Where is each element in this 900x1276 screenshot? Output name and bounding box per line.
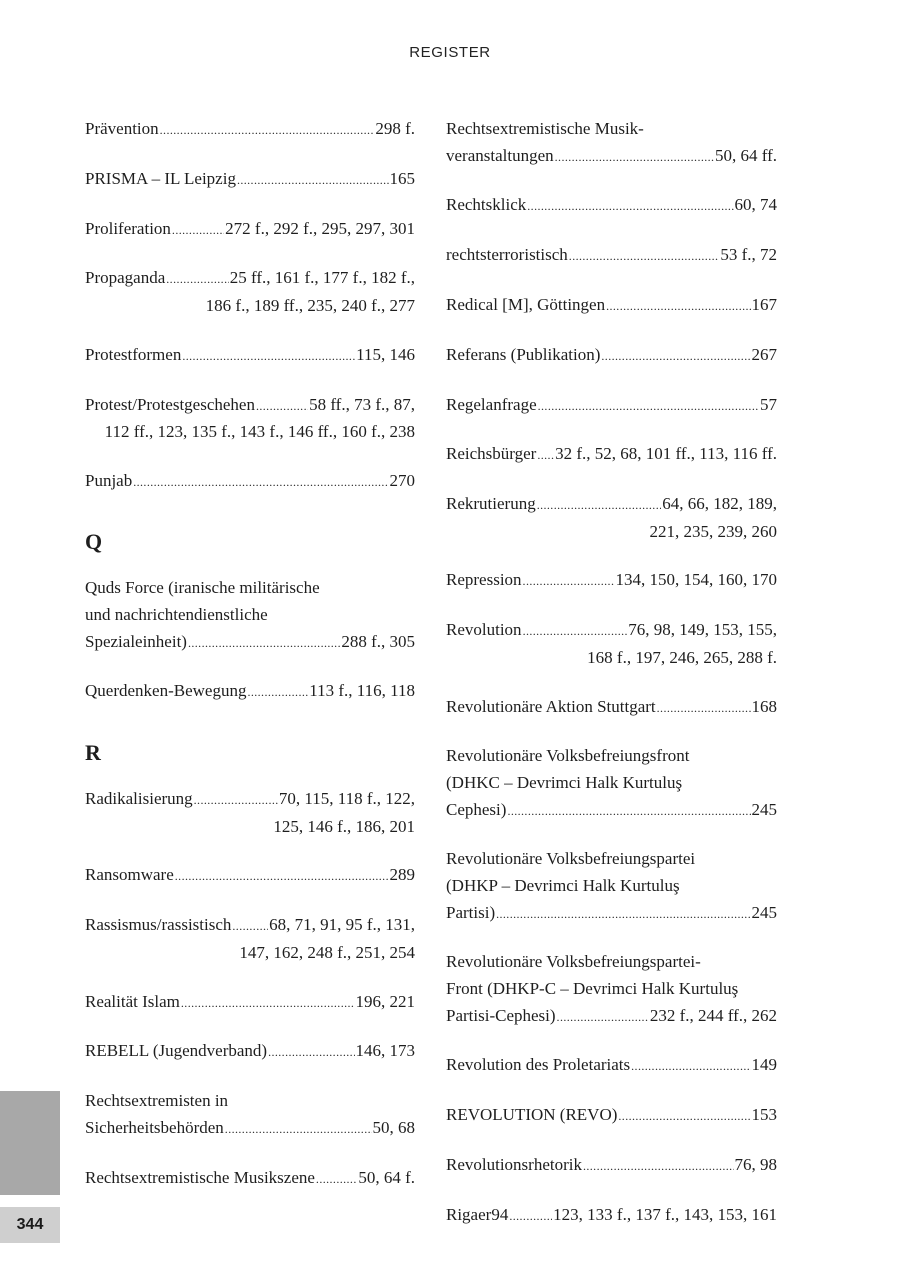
entry-pages: 76, 98, 149, 153, 155, xyxy=(628,620,777,640)
index-entry xyxy=(446,491,777,545)
dot-leader xyxy=(527,193,733,220)
index-entry xyxy=(446,846,777,927)
dot-leader xyxy=(182,343,355,370)
entry-term: PRISMA – IL Leipzig xyxy=(85,168,236,188)
entry-term: Sicherheitsbehörden xyxy=(85,1117,224,1137)
index-entry xyxy=(85,786,415,840)
dot-leader xyxy=(247,679,308,706)
entry-pages-continued: 168 f., 197, 246, 265, 288 f. xyxy=(587,647,777,667)
entry-term: Propaganda xyxy=(85,268,166,288)
dot-leader xyxy=(268,1039,354,1066)
entry-term-line: Quds Force (iranische militärische xyxy=(85,578,320,598)
index-entry xyxy=(446,342,777,370)
index-entry xyxy=(446,1152,777,1180)
entry-term: Realität Islam xyxy=(85,991,180,1011)
entry-term: Punjab xyxy=(85,470,133,490)
dot-leader xyxy=(557,1004,649,1031)
entry-term: Reichsbürger xyxy=(446,444,537,464)
dot-leader xyxy=(496,901,750,928)
dot-leader xyxy=(175,863,389,890)
dot-leader xyxy=(537,442,554,469)
index-entry xyxy=(446,743,777,824)
dot-leader xyxy=(583,1153,734,1180)
index-entry xyxy=(446,949,777,1030)
entry-term: Protest/Protestgeschehen xyxy=(85,394,255,414)
entry-pages: 113 f., 116, 118 xyxy=(309,681,415,701)
dot-leader xyxy=(509,1203,552,1230)
dot-leader xyxy=(316,1166,357,1193)
entry-term-line: Front (DHKP-C – Devrimci Halk Kurtuluş xyxy=(446,978,739,998)
index-entry xyxy=(85,342,415,370)
dot-leader xyxy=(538,393,759,420)
index-entry xyxy=(85,166,415,194)
dot-leader xyxy=(618,1103,750,1130)
entry-pages-continued: 112 ff., 123, 135 f., 143 f., 146 ff., 160 f., 238 xyxy=(104,422,415,442)
entry-term: Referans (Publikation) xyxy=(446,344,601,364)
entry-pages: 168 xyxy=(751,696,777,716)
entry-term-line: (DHKC – Devrimci Halk Kurtuluş xyxy=(446,772,683,792)
index-entry xyxy=(85,265,415,319)
entry-term: Rechtsklick xyxy=(446,195,527,215)
entry-pages: 50, 64 ff. xyxy=(714,145,777,165)
index-entry xyxy=(85,1088,415,1142)
index-entry xyxy=(446,441,777,469)
entry-pages: 289 xyxy=(389,865,415,885)
dot-leader xyxy=(657,695,751,722)
entry-term-line: und nachrichtendienstliche xyxy=(85,605,268,625)
entry-term-line: Revolutionäre Volksbefreiungspartei- xyxy=(446,952,701,972)
index-entry xyxy=(85,468,415,496)
entry-pages-continued: 147, 162, 248 f., 251, 254 xyxy=(239,942,415,962)
dot-leader xyxy=(188,630,340,657)
entry-pages: 57 xyxy=(760,394,777,414)
entry-term: Rigaer94 xyxy=(446,1204,509,1224)
entry-term: Querdenken-Bewegung xyxy=(85,681,247,701)
entry-pages: 68, 71, 91, 95 f., 131, xyxy=(269,915,415,935)
index-entry xyxy=(85,862,415,890)
dot-leader xyxy=(232,913,268,940)
entry-term: Partisi-Cephesi) xyxy=(446,1005,556,1025)
entry-pages: 58 ff., 73 f., 87, xyxy=(309,394,415,414)
entry-pages: 53 f., 72 xyxy=(720,245,777,265)
entry-pages: 115, 146 xyxy=(356,344,415,364)
entry-term: Repression xyxy=(446,570,522,590)
entry-pages: 196, 221 xyxy=(355,991,415,1011)
index-entry xyxy=(85,216,415,244)
index-entry xyxy=(446,242,777,270)
entry-pages: 149 xyxy=(751,1055,777,1075)
entry-term: Spezialeinheit) xyxy=(85,631,187,651)
index-entry xyxy=(446,694,777,722)
entry-pages: 272 f., 292 f., 295, 297, 301 xyxy=(225,218,415,238)
index-entry xyxy=(446,192,777,220)
dot-leader xyxy=(601,343,750,370)
entry-pages: 245 xyxy=(751,799,777,819)
entry-pages: 50, 68 xyxy=(372,1117,415,1137)
index-entry xyxy=(446,1052,777,1080)
entry-term: REBELL (Jugendverband) xyxy=(85,1041,268,1061)
entry-term-line: Revolutionäre Volksbefreiungsfront xyxy=(446,746,690,766)
index-entry xyxy=(85,116,415,144)
entry-pages: 50, 64 f. xyxy=(358,1167,415,1187)
dot-leader xyxy=(256,393,308,420)
index-entry xyxy=(446,617,777,671)
dot-leader xyxy=(606,293,750,320)
entry-pages: 134, 150, 154, 160, 170 xyxy=(615,570,777,590)
entry-pages: 146, 173 xyxy=(355,1041,415,1061)
index-entry xyxy=(446,1202,777,1230)
dot-leader xyxy=(507,798,750,825)
index-entry xyxy=(446,567,777,595)
entry-term: Regelanfrage xyxy=(446,394,537,414)
entry-pages: 76, 98 xyxy=(734,1154,777,1174)
index-entry xyxy=(85,1038,415,1066)
entry-pages-continued: 125, 146 f., 186, 201 xyxy=(273,816,415,836)
entry-term: Rassismus/rassistisch xyxy=(85,915,232,935)
entry-term: Cephesi) xyxy=(446,799,507,819)
entry-term: Revolutionäre Aktion Stuttgart xyxy=(446,696,656,716)
entry-pages-continued: 186 f., 189 ff., 235, 240 f., 277 xyxy=(205,295,415,315)
index-entry xyxy=(446,292,777,320)
entry-term-line: Rechtsextremistische Musik- xyxy=(446,119,644,138)
entry-term: Radikalisierung xyxy=(85,789,193,809)
dot-leader xyxy=(166,266,228,293)
entry-pages: 70, 115, 118 f., 122, xyxy=(278,789,415,809)
entry-term: Partisi) xyxy=(446,902,496,922)
entry-pages: 32 f., 52, 68, 101 ff., 113, 116 ff. xyxy=(555,444,777,464)
entry-pages: 298 f. xyxy=(375,119,415,138)
entry-term: Revolution xyxy=(446,620,522,640)
entry-pages: 165 xyxy=(389,168,415,188)
index-entry xyxy=(85,575,415,656)
thumb-tab xyxy=(0,1091,60,1195)
entry-pages: 25 ff., 161 f., 177 f., 182 f., xyxy=(229,268,415,288)
entry-pages: 288 f., 305 xyxy=(341,631,415,651)
entry-pages: 64, 66, 182, 189, xyxy=(662,494,777,514)
section-letter: Q xyxy=(85,529,103,555)
entry-pages: 167 xyxy=(751,294,777,314)
entry-term-line: Rechtsextremisten in xyxy=(85,1091,229,1111)
entry-term: veranstaltungen xyxy=(446,145,554,165)
dot-leader xyxy=(555,144,714,171)
index-entry xyxy=(85,1165,415,1193)
entry-term: REVOLUTION (REVO) xyxy=(446,1105,618,1125)
dot-leader xyxy=(194,787,278,814)
entry-term: Rechtsextremistische Musikszene xyxy=(85,1167,315,1187)
section-letter: R xyxy=(85,740,101,766)
index-entry xyxy=(85,392,415,446)
dot-leader xyxy=(237,167,389,194)
index-column-left xyxy=(85,116,415,1214)
index-column-right xyxy=(446,116,777,1251)
index-entry xyxy=(85,912,415,966)
entry-pages: 153 xyxy=(751,1105,777,1125)
dot-leader xyxy=(181,990,355,1017)
entry-term: Protestformen xyxy=(85,344,182,364)
index-entry xyxy=(85,989,415,1017)
entry-pages: 232 f., 244 ff., 262 xyxy=(649,1005,777,1025)
entry-term: Rekrutierung xyxy=(446,494,536,514)
dot-leader xyxy=(523,618,628,645)
entry-pages: 245 xyxy=(751,902,777,922)
entry-term-line: (DHKP – Devrimci Halk Kurtuluş xyxy=(446,875,680,895)
index-entry xyxy=(446,392,777,420)
entry-pages: 60, 74 xyxy=(734,195,777,215)
entry-term: Proliferation xyxy=(85,218,171,238)
index-entry xyxy=(446,1102,777,1130)
dot-leader xyxy=(172,217,224,244)
running-header: REGISTER xyxy=(409,44,491,61)
entry-pages: 267 xyxy=(751,344,777,364)
entry-term: Revolution des Proletariats xyxy=(446,1055,631,1075)
dot-leader xyxy=(160,117,375,144)
entry-term-line: Revolutionäre Volksbefreiungspartei xyxy=(446,849,696,869)
dot-leader xyxy=(225,1116,372,1143)
page-number: 344 xyxy=(0,1207,60,1243)
entry-term: Ransomware xyxy=(85,865,174,885)
dot-leader xyxy=(523,568,615,595)
index-entry xyxy=(85,678,415,706)
entry-term: Redical [M], Göttingen xyxy=(446,294,606,314)
entry-pages: 270 xyxy=(389,470,415,490)
entry-term: Prävention xyxy=(85,119,159,138)
dot-leader xyxy=(569,243,720,270)
dot-leader xyxy=(631,1053,750,1080)
dot-leader xyxy=(133,469,388,496)
dot-leader xyxy=(537,492,662,519)
entry-term: rechtsterroristisch xyxy=(446,245,568,265)
entry-term: Revolutionsrhetorik xyxy=(446,1154,582,1174)
entry-pages: 123, 133 f., 137 f., 143, 153, 161 xyxy=(553,1204,777,1224)
index-entry xyxy=(446,116,777,170)
entry-pages-continued: 221, 235, 239, 260 xyxy=(649,521,777,541)
